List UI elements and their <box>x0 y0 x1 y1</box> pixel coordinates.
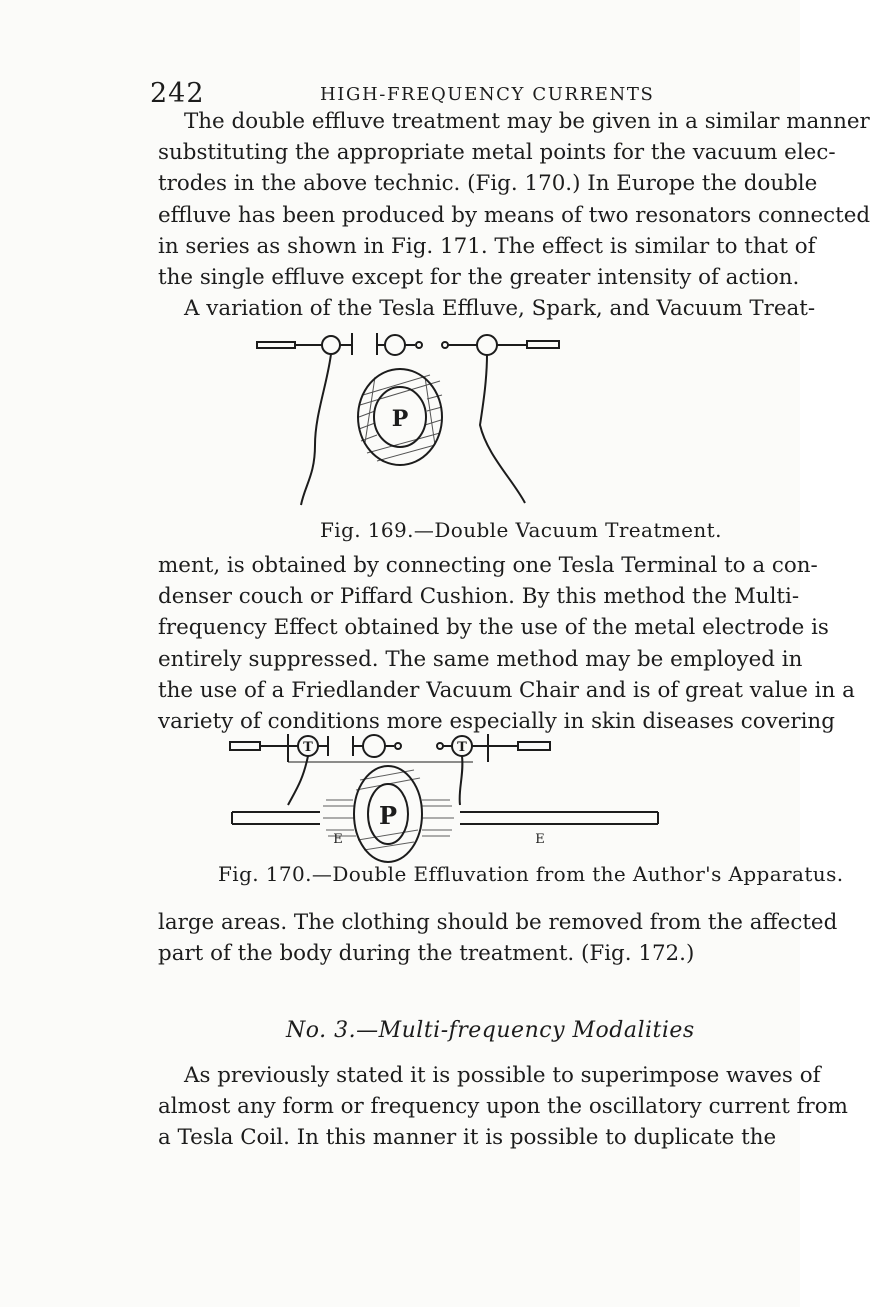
terminal-label: T <box>457 740 467 755</box>
figure-170-caption: Fig. 170.—Double Effluvation from the Author's Apparatus. <box>218 862 844 886</box>
figure-170-diagram <box>228 730 668 850</box>
paragraph-line: in series as shown in Fig. 171. The effect is similar to that of <box>158 233 816 259</box>
paragraph-1 <box>158 106 870 324</box>
paragraph-line: a Tesla Coil. In this manner it is possible to duplicate the <box>158 1125 777 1151</box>
patient-label: P <box>391 406 409 432</box>
paragraph-3 <box>158 907 838 969</box>
paragraph-line: effluve has been produced by means of two resonators connected <box>158 202 870 228</box>
paragraph-line: ment, is obtained by connecting one Tesla Terminal to a con- <box>158 553 818 578</box>
section-heading: No. 3.—Multi-frequency Modalities <box>286 1018 695 1043</box>
paragraph-line: part of the body during the treatment. (Fig. 172.) <box>158 941 695 967</box>
paragraph-2 <box>158 550 855 737</box>
paragraph-4 <box>158 1060 848 1154</box>
figure-169-diagram <box>255 325 615 515</box>
left-handle-icon <box>257 342 295 348</box>
page-number: 242 <box>150 78 205 109</box>
paragraph-line: substituting the appropriate metal points for the vacuum elec- <box>158 140 836 166</box>
paragraph-line: trodes in the above technic. (Fig. 170.) In Europe the double <box>158 171 818 197</box>
paragraph-line: the single effluve except for the greater intensity of action. <box>158 265 800 291</box>
electrode-label: E <box>535 832 545 847</box>
paragraph-line: denser couch or Piffard Cushion. By this method the Multi- <box>158 584 800 610</box>
paragraph-line: variety of conditions more especially in skin diseases covering <box>158 709 835 735</box>
figure-169-caption: Fig. 169.—Double Vacuum Treatment. <box>320 518 722 542</box>
right-handle-icon <box>527 341 559 348</box>
patient-label: P <box>378 801 398 830</box>
paragraph-line: large areas. The clothing should be removed from the affected <box>158 910 838 935</box>
left-handle-icon <box>230 742 260 750</box>
paragraph-line: frequency Effect obtained by the use of the metal electrode is <box>158 615 829 641</box>
paragraph-line: entirely suppressed. The same method may be employed in <box>158 646 803 672</box>
terminal-label: T <box>303 740 313 755</box>
paragraph-line: A variation of the Tesla Effluve, Spark, and Vacuum Treat- <box>184 296 816 322</box>
paragraph-line: The double effluve treatment may be given in a similar manner <box>184 109 870 134</box>
electrode-label: E <box>333 832 343 847</box>
running-title: HIGH-FREQUENCY CURRENTS <box>320 84 655 105</box>
paragraph-line: the use of a Friedlander Vacuum Chair and is of great value in a <box>158 677 855 703</box>
paragraph-line: almost any form or frequency upon the oscillatory current from <box>158 1094 848 1120</box>
paragraph-line: As previously stated it is possible to superimpose waves of <box>184 1063 821 1088</box>
right-handle-icon <box>518 742 550 750</box>
